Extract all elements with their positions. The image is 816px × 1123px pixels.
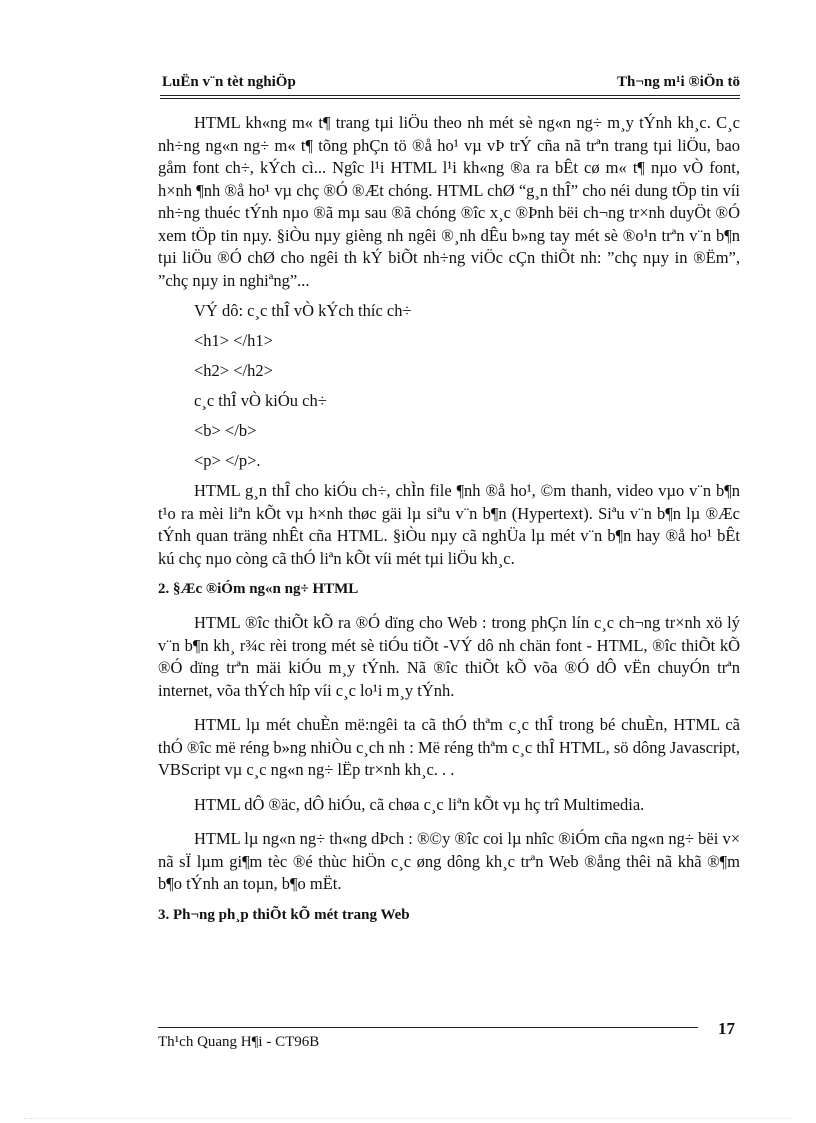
example-tag-b: <b> </b> — [194, 421, 257, 440]
section-heading-2: 2. §Æc ®iÓm ng«n ng÷ HTML — [158, 581, 359, 597]
example-intro: VÝ dô: c¸c thÎ vÒ kÝch thíc ch÷ — [194, 301, 412, 320]
header-thesis-label: LuËn v¨n tèt nghiÖp — [162, 74, 296, 90]
header-topic-label: Th¬ng m¹i ®iÖn tö — [616, 74, 740, 90]
example-tag-h1: <h1> </h1> — [194, 331, 273, 350]
paragraph-designed-for-web: HTML ®îc thiÕt kÕ ra ®Ó dïng cho Web : trong phÇn lín c¸c ch¬ng tr×nh xö lý v¨n b¶n kh¸ r¾c rèi trong mét sè tiÓu tiÕt -VÝ dô nh chän font - HTML, ®îc thiÕt kÕ ®Ó dïng trªn mäi kiÓu m¸y tÝnh. Nã ®îc thiÕt kÕ võa ®Ó dÔ vËn chuyÓn trªn internet, võa thÝch hîp víi c¸c lo¹i m¸y tÝnh. — [158, 613, 740, 700]
running-header — [160, 74, 740, 94]
example-style-intro: c¸c thÎ vÒ kiÓu ch÷ — [194, 391, 327, 410]
paragraph-html-overview: HTML kh«ng m« t¶ trang tµi liÖu theo nh mét sè ng«n ng÷ m¸y tÝnh kh¸c. C¸c nh÷ng ng«n ng÷ m« t¶ tõng phÇn tö ®å ho¹ vµ vÞ trÝ cña nã trªn trang tµi liÖu, bao gåm font ch÷, kÝch cì... Ngîc l¹i HTML l¹i kh«ng ®a ra bÊt cø m« t¶ nµo vÒ font, h×nh ¶nh ®å ho¹ vµ chç ®Ó ®Æt chóng. HTML chØ “g¸n thÎ” cho néi dung tÖp tin víi nh÷ng thuéc tÝnh nµo ®ã mµ sau ®ã chóng ®îc x¸c ®Þnh bëi ch¬ng tr×nh duyÖt ®Ó xem tÖp tin nµy. §iÒu nµy gièng nh ngêi ®¸nh dÊu b»ng tay mét sè ®o¹n trªn v¨n b¶n tµi liÖu ®Ó chØ cho ngêi th kÝ biÕt nh÷ng viÖc cÇn thiÕt nh: ”chç nµy in ®Ëm”, ”chç nµy in nghiªng”... — [158, 113, 740, 290]
header-rule — [160, 95, 740, 96]
example-tag-p: <p> </p>. — [194, 451, 261, 470]
page-edge-dots — [24, 1118, 792, 1119]
example-tag-h2: <h2> </h2> — [194, 361, 273, 380]
page-number: 17 — [718, 1019, 735, 1038]
paragraph-hypertext: HTML g¸n thÎ cho kiÓu ch÷, chÌn file ¶nh ®å ho¹, ©m thanh, video vµo v¨n b¶n t¹o ra mèi liªn kÕt vµ h×nh thøc gäi lµ siªu v¨n b¶n (Hypertext). Siªu v¨n b¶n lµ ®Æc tÝnh quan träng nhÊt cña HTML. §iÒu nµy cã nghÜa lµ mét v¨n b¶n hay ®å ho¹ bÊt kú chç nµo còng cã thÓ liªn kÕt víi mét tµi liÖu kh¸c. — [158, 481, 740, 568]
section-heading-3: 3. Ph¬ng ph¸p thiÕt kÕ mét trang Web — [158, 906, 410, 923]
footer-author: Th¹ch Quang H¶i - CT96B — [158, 1034, 320, 1050]
header-rule-double — [160, 98, 740, 99]
paragraph-readable: HTML dÔ ®äc, dÔ hiÓu, cã chøa c¸c liªn kÕt vµ hç trî Multimedia. — [194, 794, 645, 814]
paragraph-interpreted: HTML lµ ng«n ng÷ th«ng dÞch : ®©y ®îc coi lµ nhîc ®iÓm cña ng«n ng÷ bëi v× nã sÏ lµm gi¶m tèc ®é thùc hiÖn c¸c øng dông kh¸c trªn Web ®ång thêi nã khã ®¶m b¶o tÝnh an toµn, b¶o mËt. — [158, 829, 740, 893]
footer-rule — [158, 1027, 698, 1028]
page-body — [158, 112, 740, 926]
paragraph-open-standard: HTML lµ mét chuÈn më:ngêi ta cã thÓ thªm c¸c thÎ trong bé chuÈn, HTML cã thÓ ®îc më réng b»ng nhiÒu c¸ch nh : Më réng thªm c¸c thÎ HTML, sö dông Javascript, VBScript vµ c¸c ng«n ng÷ lËp tr×nh kh¸c. . . — [158, 715, 740, 779]
